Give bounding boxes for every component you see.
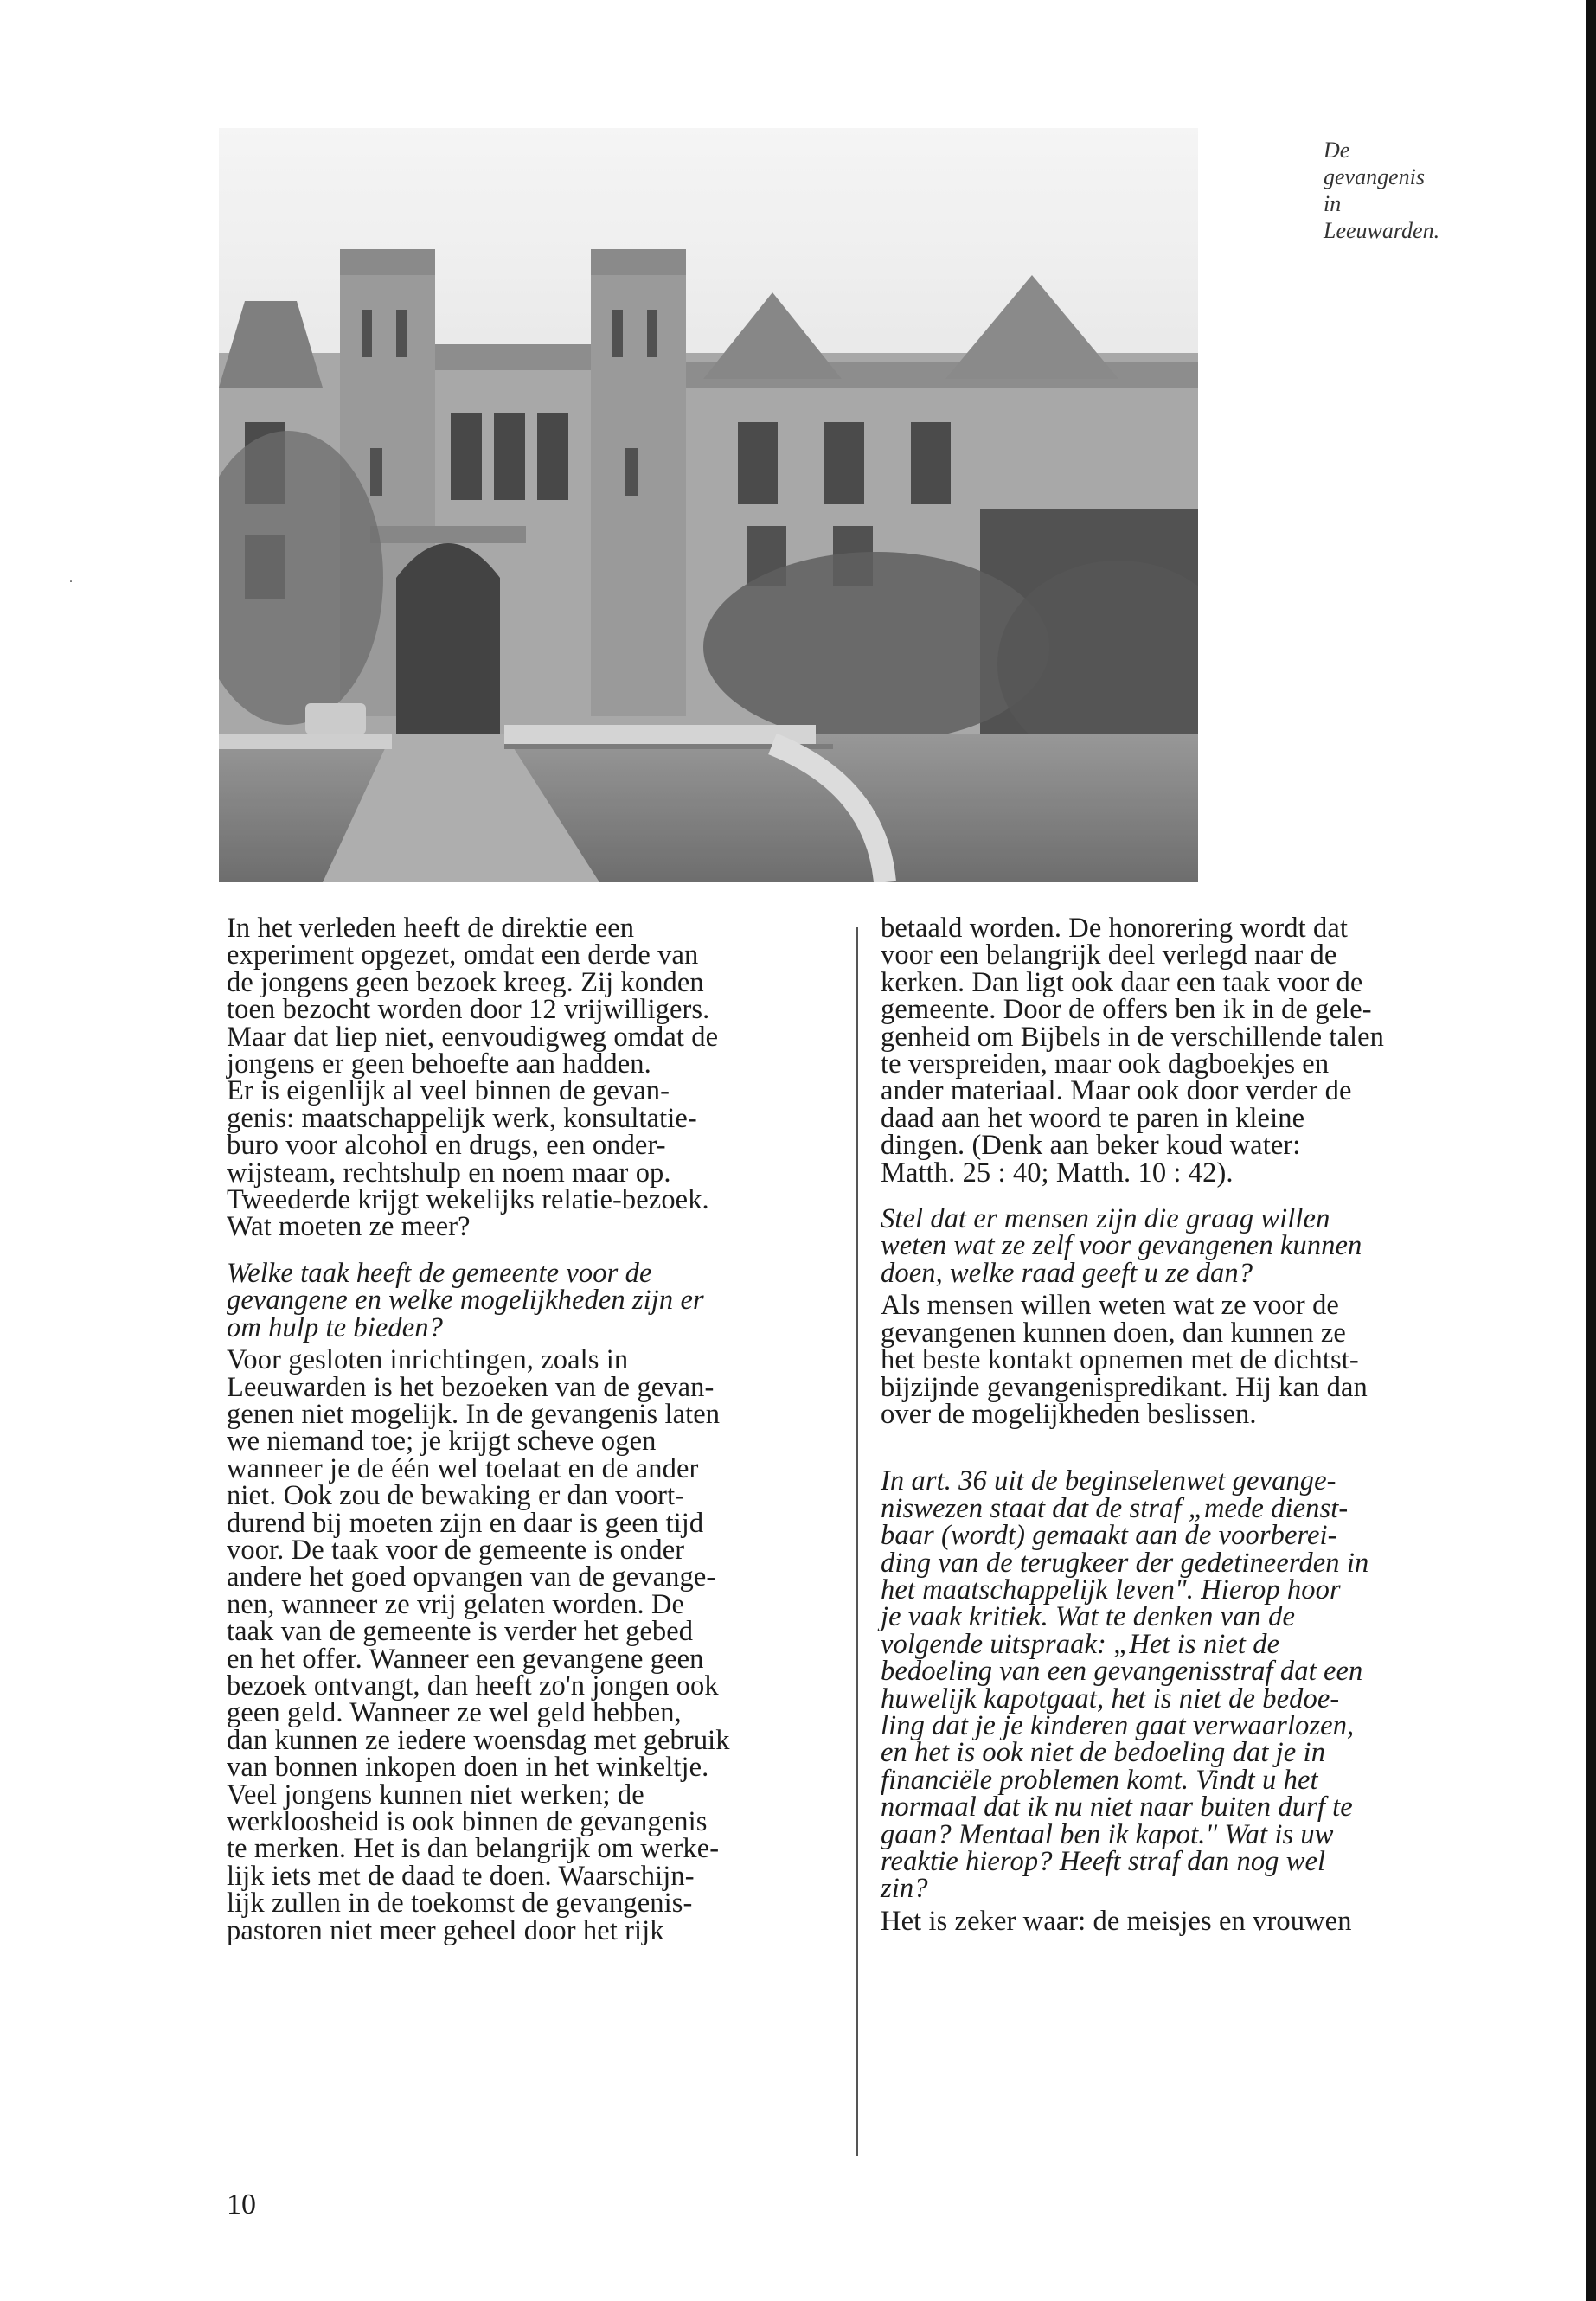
caption-line: De: [1324, 138, 1350, 163]
text-line: ding van de terugkeer der gedetineerden in: [881, 1547, 1369, 1579]
text-line: financiële problemen komt. Vindt u het: [881, 1764, 1318, 1796]
text-line: Voor gesloten inrichtingen, zoals in: [227, 1344, 629, 1376]
interview-question: [881, 1465, 1486, 1905]
text-line: wijsteam, rechtshulp en noem maar op.: [227, 1157, 671, 1189]
paragraph: [881, 915, 1486, 1187]
paragraph: [881, 1292, 1486, 1428]
text-line: huwelijk kapotgaat, het is niet de bedoe-: [881, 1682, 1340, 1715]
text-line: Als mensen willen weten wat ze voor de: [881, 1290, 1339, 1322]
text-line: gemeente. Door de offers ben ik in de gele-: [881, 994, 1372, 1026]
text-line: Tweederde krijgt wekelijks relatie-bezoek.: [227, 1184, 709, 1216]
text-line: bijzijnde gevangenispredikant. Hij kan dan: [881, 1371, 1368, 1403]
text-line: werkloosheid is ook binnen de gevangenis: [227, 1806, 708, 1837]
text-line: ander materiaal. Maar ook door verder de: [881, 1075, 1352, 1107]
text-line: dan kunnen ze iedere woensdag met gebruik: [227, 1724, 730, 1756]
right-text-column: [881, 915, 1486, 1935]
paragraph: [881, 1905, 1486, 1937]
text-line: niswezen staat dat de straf „mede dienst-: [881, 1492, 1349, 1524]
column-divider: [856, 927, 858, 2156]
text-line: normaal dat ik nu niet naar buiten durf te: [881, 1791, 1353, 1823]
text-line: experiment opgezet, omdat een derde van: [227, 939, 699, 971]
photo-caption: [1324, 137, 1548, 244]
caption-line: Leeuwarden.: [1324, 218, 1440, 243]
text-line: reaktie hierop? Heeft straf dan nog wel: [881, 1846, 1326, 1877]
text-line: Matth. 25 : 40; Matth. 10 : 42).: [881, 1157, 1234, 1189]
text-line: voor een belangrijk deel verlegd naar de: [881, 939, 1337, 971]
paragraph: [227, 915, 832, 1241]
caption-line: in: [1324, 191, 1342, 216]
text-line: de jongens geen bezoek kreeg. Zij konden: [227, 966, 704, 998]
text-line: dingen. (Denk aan beker koud water:: [881, 1130, 1301, 1162]
text-line: bedoeling van een gevangenisstraf dat een: [881, 1656, 1363, 1688]
text-line: te merken. Het is dan belangrijk om werke-: [227, 1833, 720, 1865]
text-line: jongens er geen behoefte aan hadden.: [227, 1048, 651, 1080]
text-line: In het verleden heeft de direktie een: [227, 913, 635, 944]
interview-question: [227, 1257, 832, 1343]
page-edge-rule: [1586, 0, 1596, 2301]
text-line: nen, wanneer ze vrij gelaten worden. De: [227, 1588, 685, 1620]
text-line: toen bezocht worden door 12 vrijwilligers.: [227, 994, 710, 1026]
left-text-column: [227, 915, 832, 1945]
text-line: genen niet mogelijk. In de gevangenis laten: [227, 1398, 721, 1430]
text-line: het beste kontakt opnemen met de dichtst-: [881, 1344, 1359, 1376]
interview-question: [881, 1203, 1486, 1289]
text-line: bezoek ontvangt, dan heeft zo'n jongen ook: [227, 1670, 719, 1702]
text-line: Maar dat liep niet, eenvoudigweg omdat de: [227, 1021, 719, 1053]
text-line: Veel jongens kunnen niet werken; de: [227, 1779, 644, 1811]
text-line: genheid om Bijbels in de verschillende talen: [881, 1021, 1385, 1053]
text-line: In art. 36 uit de beginselenwet gevange-: [881, 1465, 1336, 1497]
text-line: durend bij moeten zijn en daar is geen tijd: [227, 1507, 704, 1539]
prison-photo: [219, 128, 1198, 882]
text-line: lijk iets met de daad te doen. Waarschijn-: [227, 1860, 695, 1892]
caption-line: gevangenis: [1324, 164, 1425, 189]
text-line: weten wat ze zelf voor gevangenen kunnen: [881, 1230, 1362, 1262]
text-line: gevangenen kunnen doen, dan kunnen ze: [881, 1317, 1346, 1349]
text-line: doen, welke raad geeft u ze dan?: [881, 1257, 1253, 1289]
text-line: het maatschappelijk leven". Hierop hoor: [881, 1574, 1341, 1606]
text-line: Stel dat er mensen zijn die graag willen: [881, 1203, 1330, 1235]
text-line: Welke taak heeft de gemeente voor de: [227, 1257, 652, 1289]
text-line: geen geld. Wanneer ze wel geld hebben,: [227, 1697, 682, 1729]
text-line: buro voor alcohol en drugs, een onder-: [227, 1130, 666, 1162]
text-line: betaald worden. De honorering wordt dat: [881, 913, 1348, 944]
text-line: om hulp te bieden?: [227, 1311, 444, 1343]
text-line: kerken. Dan ligt ook daar een taak voor de: [881, 966, 1363, 998]
text-line: wanneer je de één wel toelaat en de ander: [227, 1452, 699, 1484]
text-line: Leeuwarden is het bezoeken van de gevan-: [227, 1371, 715, 1403]
text-line: Het is zeker waar: de meisjes en vrouwen: [881, 1905, 1352, 1937]
text-line: taak van de gemeente is verder het gebed: [227, 1616, 694, 1648]
text-line: zin?: [881, 1873, 928, 1905]
text-line: je vaak kritiek. Wat te denken van de: [881, 1601, 1295, 1633]
text-line: van bonnen inkopen doen in het winkeltje.: [227, 1752, 709, 1784]
text-line: genis: maatschappelijk werk, konsultatie-: [227, 1102, 697, 1134]
text-line: voor. De taak voor de gemeente is onder: [227, 1534, 685, 1566]
text-line: we niemand toe; je krijgt scheve ogen: [227, 1426, 657, 1458]
text-line: gevangene en welke mogelijkheden zijn er: [227, 1285, 704, 1317]
text-line: niet. Ook zou de bewaking er dan voort-: [227, 1480, 685, 1512]
text-line: Wat moeten ze meer?: [227, 1211, 471, 1243]
text-line: Er is eigenlijk al veel binnen de gevan-: [227, 1075, 670, 1107]
text-line: ling dat je je kinderen gaat verwaarlozen,: [881, 1709, 1355, 1741]
text-line: en het is ook niet de bedoeling dat je in: [881, 1737, 1326, 1769]
text-line: te verspreiden, maar ook dagboekjes en: [881, 1048, 1330, 1080]
text-line: lijk zullen in de toekomst de gevangenis-: [227, 1888, 693, 1920]
text-line: andere het goed opvangen van de gevange-: [227, 1561, 716, 1593]
scan-speck: .: [69, 571, 73, 586]
text-line: volgende uitspraak: „Het is niet de: [881, 1628, 1280, 1660]
text-line: en het offer. Wanneer een gevangene geen: [227, 1643, 704, 1675]
text-line: gaan? Mentaal ben ik kapot." Wat is uw: [881, 1818, 1334, 1850]
text-line: baar (wordt) gemaakt aan de voorberei-: [881, 1520, 1337, 1552]
paragraph: [227, 1344, 832, 1946]
text-line: over de mogelijkheden beslissen.: [881, 1398, 1257, 1430]
page-number: 10: [227, 2189, 256, 2221]
text-line: pastoren niet meer geheel door het rijk: [227, 1914, 664, 1946]
text-line: daad aan het woord te paren in kleine: [881, 1102, 1305, 1134]
